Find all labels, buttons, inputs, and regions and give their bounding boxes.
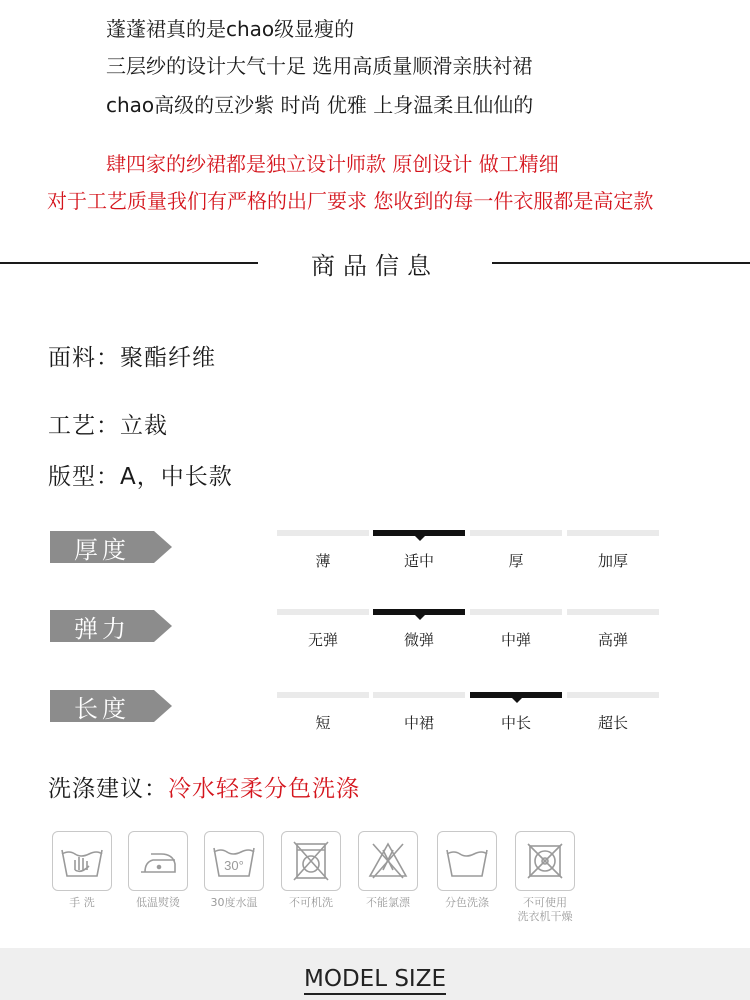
care-value: 冷水轻柔分色洗涤 (168, 776, 360, 802)
option-label: 中长 (500, 714, 531, 732)
attr-label-elasticity: 弹力 (50, 610, 154, 642)
no-machine-wash-icon (281, 831, 341, 891)
option-label: 加厚 (597, 552, 628, 570)
no-tumble-dry-icon (515, 831, 575, 891)
option-label: 薄 (315, 552, 331, 570)
icon-caption: 分色洗涤 (445, 896, 489, 909)
scale-segment (277, 530, 369, 536)
icon-caption: 不可使用 洗衣机干燥 (517, 896, 573, 923)
option-label: 中弹 (500, 631, 531, 649)
icon-caption: 30度水温 (210, 896, 258, 909)
option-label: 超长 (597, 714, 628, 732)
model-size-title: MODEL SIZE (304, 966, 446, 995)
spec-craft: 工艺：立裁 (48, 413, 168, 439)
icon-caption: 不能氯漂 (366, 896, 410, 909)
intro-line-1: 蓬蓬裙真的是chao级显瘦的 (106, 17, 355, 41)
scale-segment (567, 692, 659, 698)
scale-segment-selected (470, 692, 562, 698)
attr-label-thickness: 厚度 (50, 531, 154, 563)
section-rule-right (492, 262, 750, 264)
scale-segment (567, 530, 659, 536)
scale-segment (277, 692, 369, 698)
wash-30-icon (204, 831, 264, 891)
low-iron-icon (128, 831, 188, 891)
option-label: 微弹 (403, 631, 434, 649)
intro-line-3: chao高级的豆沙紫 时尚 优雅 上身温柔且仙仙的 (106, 93, 534, 117)
intro-line-2: 三层纱的设计大气十足 选用高质量顺滑亲肤衬裙 (106, 54, 533, 78)
separate-wash-icon (437, 831, 497, 891)
attr-label-length: 长度 (50, 690, 154, 722)
highlight-line-2: 对于工艺质量我们有严格的出厂要求 您收到的每一件衣服都是高定款 (47, 189, 654, 213)
spec-fabric: 面料：聚酯纤维 (48, 345, 216, 371)
option-label: 无弹 (307, 631, 338, 649)
scale-segment (470, 609, 562, 615)
care-label: 洗涤建议： (48, 776, 168, 802)
scale-segment-selected (373, 530, 465, 536)
section-rule-left (0, 262, 258, 264)
scale-segment-selected (373, 609, 465, 615)
option-label: 中裙 (403, 714, 434, 732)
spec-style: 版型：A，中长款 (48, 464, 233, 490)
option-label: 厚 (508, 552, 524, 570)
option-label: 高弹 (597, 631, 628, 649)
highlight-line-1: 肆四家的纱裙都是独立设计师款 原创设计 做工精细 (106, 152, 559, 176)
hand-wash-icon (52, 831, 112, 891)
scale-segment (373, 692, 465, 698)
care-instruction (48, 770, 360, 803)
no-bleach-icon (358, 831, 418, 891)
option-label: 适中 (403, 552, 434, 570)
scale-segment (470, 530, 562, 536)
option-label: 短 (315, 714, 331, 732)
section-title: 商品信息 (311, 252, 439, 280)
model-size-heading (0, 966, 750, 992)
scale-segment (567, 609, 659, 615)
icon-caption: 手 洗 (69, 896, 95, 909)
scale-segment (277, 609, 369, 615)
icon-caption: 低温熨烫 (136, 896, 180, 909)
svg-text:30°: 30° (224, 858, 244, 873)
icon-caption: 不可机洗 (289, 896, 333, 909)
